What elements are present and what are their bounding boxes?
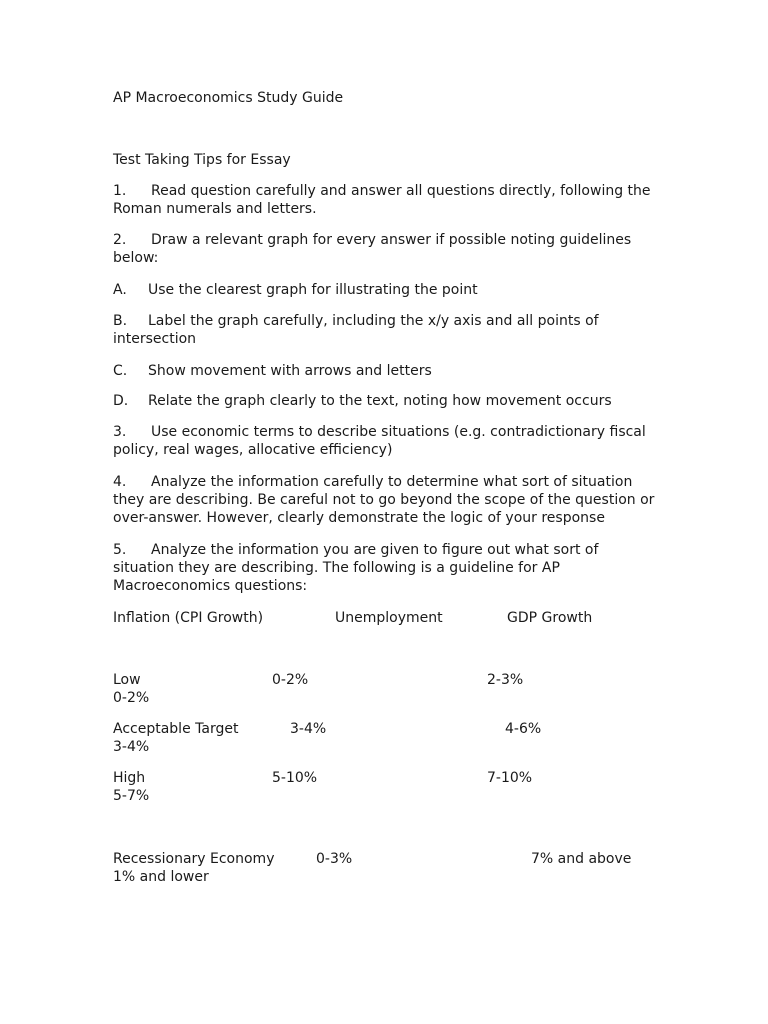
tip-text-continued: Macroeconomics questions:	[113, 578, 308, 594]
table-cell: 3-4%	[113, 739, 150, 755]
tip-text-continued: they are describing. Be careful not to go beyond the scope of the question or	[113, 492, 655, 508]
guideline-item-c	[113, 362, 673, 380]
tip-text: Analyze the information carefully to determine what sort of situation	[151, 474, 633, 490]
table-cell: 5-7%	[113, 788, 150, 804]
tip-marker: 3.	[113, 424, 127, 440]
table-header-gdp-growth: GDP Growth	[507, 610, 593, 626]
tip-text-continued: over-answer. However, clearly demonstrate the logic of your response	[113, 510, 605, 526]
table-header-inflation: Inflation (CPI Growth)	[113, 610, 264, 626]
tip-text-continued: situation they are describing. The following is a guideline for AP	[113, 560, 560, 576]
table-row-label: High	[113, 770, 146, 786]
tip-item-1	[113, 182, 673, 218]
table-row-label: Recessionary Economy	[113, 851, 275, 867]
table-cell: 0-2%	[113, 690, 150, 706]
tip-marker: 5.	[113, 542, 127, 558]
tip-text: Use economic terms to describe situations (e.g. contradictionary fiscal	[151, 424, 646, 440]
table-cell: 3-4%	[290, 721, 327, 737]
guideline-item-d	[113, 392, 673, 410]
table-cell: 1% and lower	[113, 869, 209, 885]
tip-text-continued: Roman numerals and letters.	[113, 201, 317, 217]
guideline-marker: D.	[113, 393, 129, 409]
tip-item-5	[113, 541, 673, 595]
tip-text-continued: policy, real wages, allocative efficiency)	[113, 442, 393, 458]
table-header-unemployment: Unemployment	[335, 610, 443, 626]
tip-marker: 2.	[113, 232, 127, 248]
guideline-text: Show movement with arrows and letters	[148, 363, 432, 379]
tip-text: Analyze the information you are given to figure out what sort of	[151, 542, 599, 558]
guideline-text: Label the graph carefully, including the x/y axis and all points of	[148, 313, 599, 329]
table-cell: 0-2%	[272, 672, 309, 688]
guideline-marker: B.	[113, 313, 128, 329]
tip-item-3	[113, 423, 673, 459]
tip-item-4	[113, 473, 713, 527]
table-cell: 4-6%	[505, 721, 542, 737]
table-row-label: Acceptable Target	[113, 721, 239, 737]
tip-marker: 1.	[113, 183, 127, 199]
guideline-text: Use the clearest graph for illustrating the point	[148, 282, 478, 298]
table-cell: 5-10%	[272, 770, 318, 786]
tip-text: Read question carefully and answer all questions directly, following the	[151, 183, 651, 199]
table-cell: 7-10%	[487, 770, 533, 786]
tip-text: Draw a relevant graph for every answer if possible noting guidelines	[151, 232, 632, 248]
table-cell: 2-3%	[487, 672, 524, 688]
tip-text-continued: below:	[113, 250, 159, 266]
section-heading: Test Taking Tips for Essay	[113, 152, 291, 168]
tip-item-2	[113, 231, 673, 267]
table-row-label: Low	[113, 672, 141, 688]
guideline-marker: A.	[113, 282, 127, 298]
table-cell: 0-3%	[316, 851, 353, 867]
document-title: AP Macroeconomics Study Guide	[113, 90, 344, 106]
table-cell: 7% and above	[531, 851, 632, 867]
tip-marker: 4.	[113, 474, 127, 490]
guideline-text: Relate the graph clearly to the text, noting how movement occurs	[148, 393, 612, 409]
guideline-text-continued: intersection	[113, 331, 197, 347]
guideline-marker: C.	[113, 363, 128, 379]
guideline-item-b	[113, 312, 673, 348]
guideline-item-a	[113, 281, 673, 299]
